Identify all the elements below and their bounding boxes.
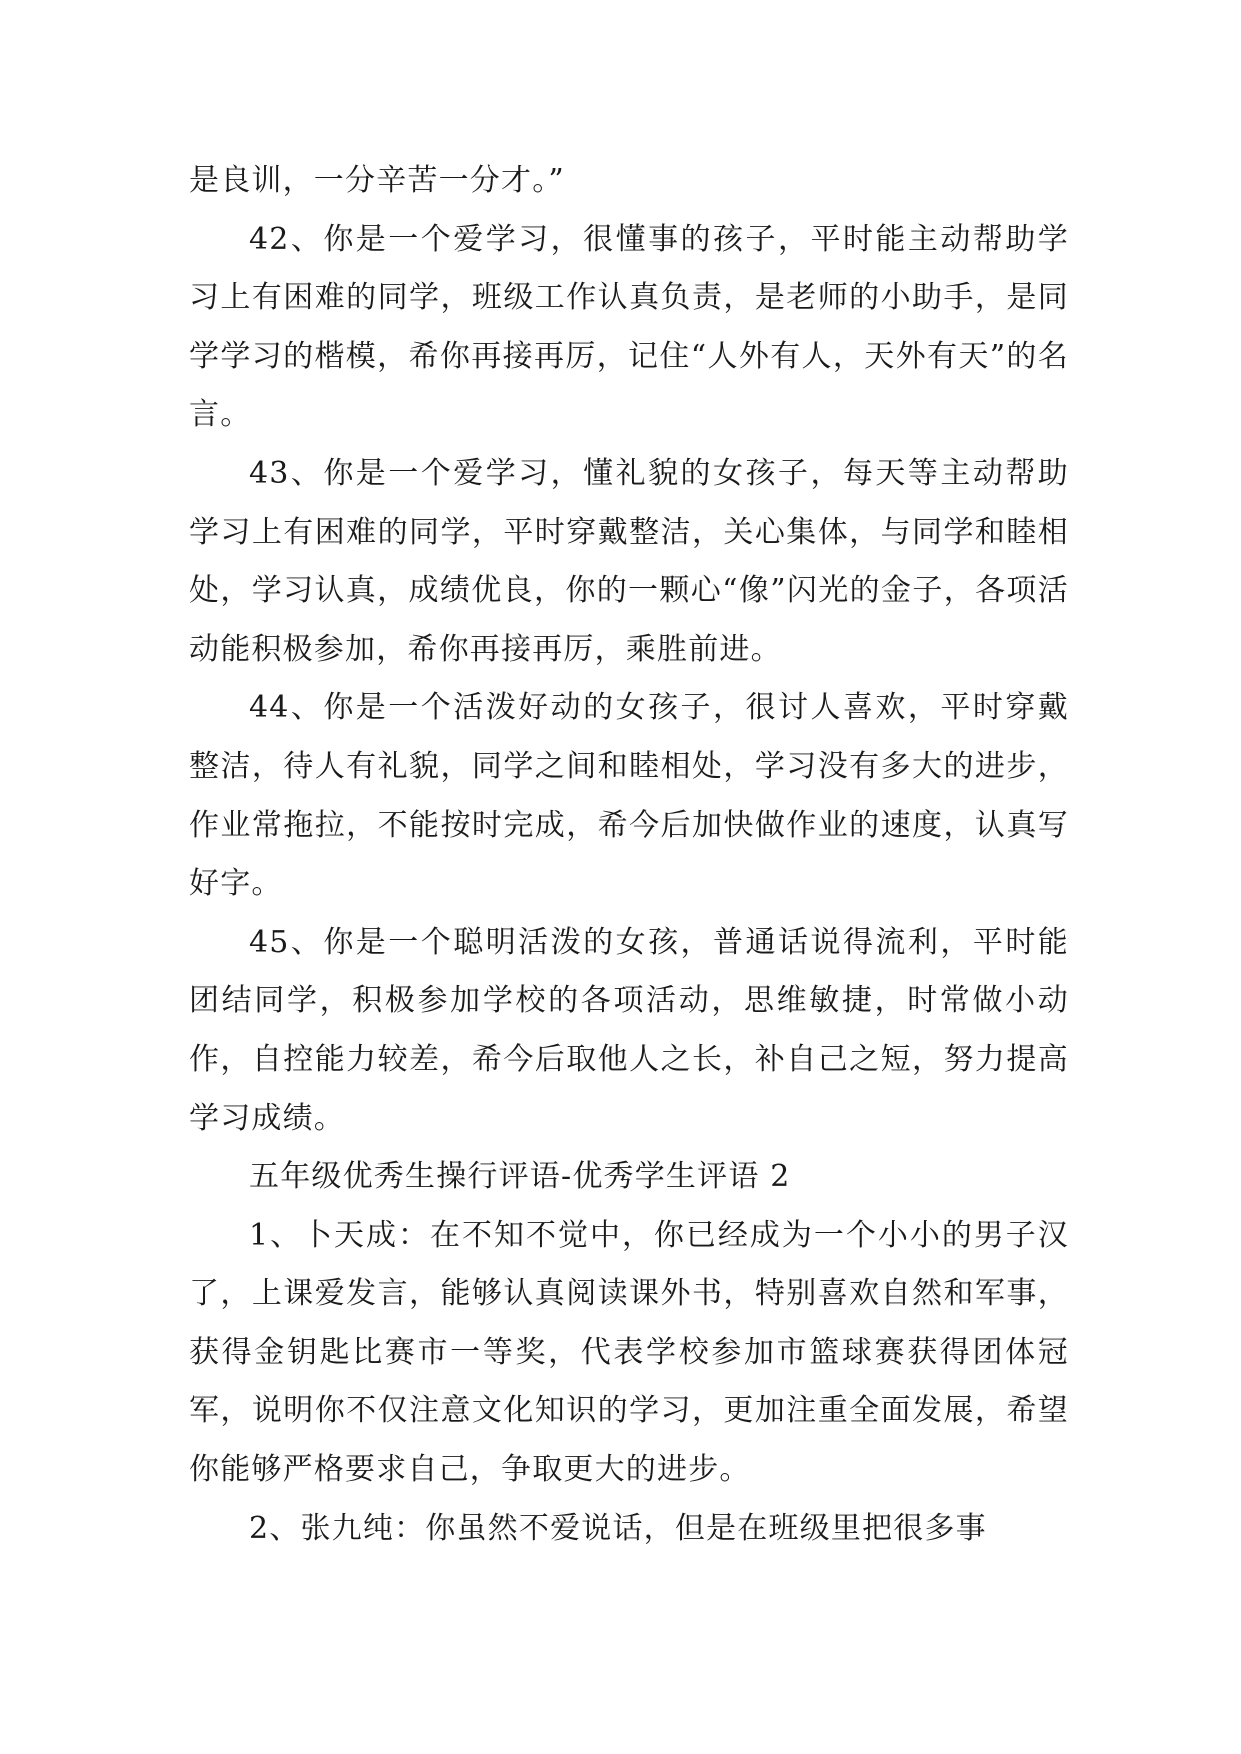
paragraph-comment-45: 45、你是一个聪明活泼的女孩，普通话说得流利，平时能团结同学，积极参加学校的各项活动，思维敏捷，时常做小动作，自控能力较差，希今后取他人之长，补自己之短，努力提高学习成绩。 (189, 924, 1069, 1136)
paragraph-comment-1: 1、卜天成：在不知不觉中，你已经成为一个小小的男子汉了，上课爱发言，能够认真阅读课外书，特别喜欢自然和军事，获得金钥匙比赛市一等奖，代表学校参加市篮球赛获得团体冠军，说明你不仅注意文化知识的学习，更加注重全面发展，希望你能够严格要求自己，争取更大的进步。 (189, 1217, 1069, 1488)
paragraph-continuation: 是良训，一分辛苦一分才。” (189, 163, 565, 198)
paragraph-comment-42: 42、你是一个爱学习，很懂事的孩子，平时能主动帮助学习上有困难的同学，班级工作认真负责，是老师的小助手，是同学学习的楷模，希你再接再厉，记住“人外有人，天外有天”的名言。 (189, 221, 1069, 433)
section-heading: 五年级优秀生操行评语-优秀学生评语 2 (249, 1159, 791, 1195)
paragraph-comment-44: 44、你是一个活泼好动的女孩子，很讨人喜欢，平时穿戴整洁，待人有礼貌，同学之间和睦相处，学习没有多大的进步，作业常拖拉，不能按时完成，希今后加快做作业的速度，认真写好字。 (189, 690, 1069, 902)
document-body (189, 152, 1069, 1558)
paragraph-comment-2: 2、张九纯：你虽然不爱说话，但是在班级里把很多事 (249, 1510, 987, 1546)
paragraph-comment-43: 43、你是一个爱学习，懂礼貌的女孩子，每天等主动帮助学习上有困难的同学，平时穿戴整洁，关心集体，与同学和睦相处，学习认真，成绩优良，你的一颗心“像”闪光的金子，各项活动能积极参加，希你再接再厉，乘胜前进。 (189, 455, 1069, 667)
